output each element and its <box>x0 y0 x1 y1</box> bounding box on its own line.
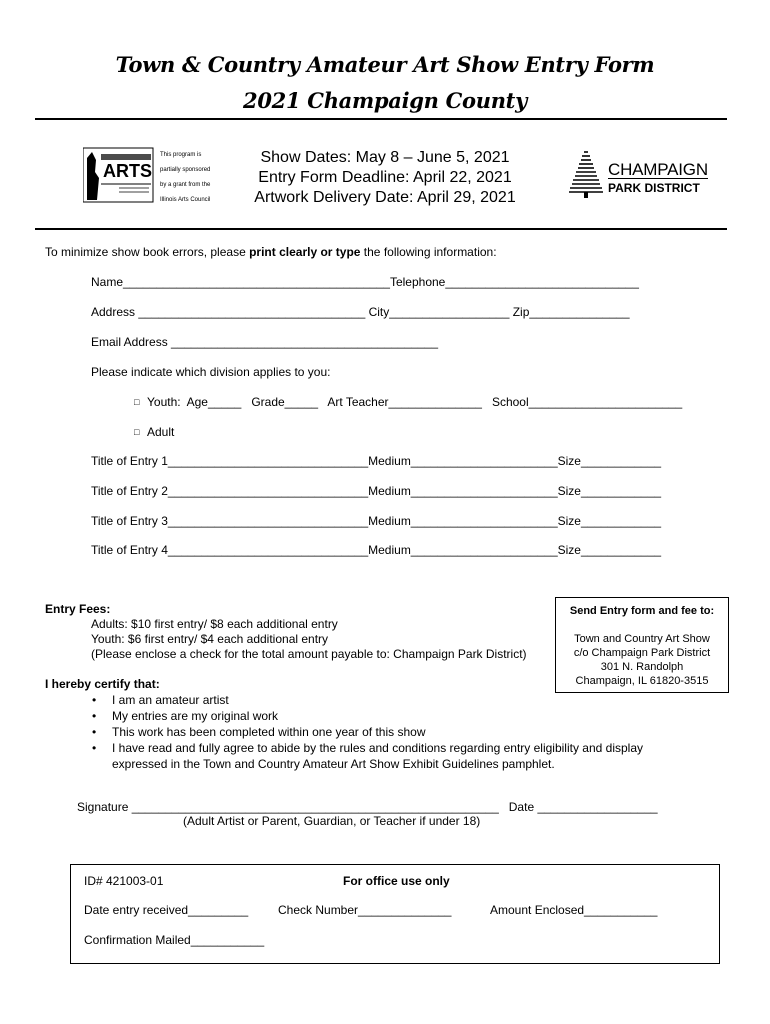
name-telephone-field[interactable]: Name________________________________________Telephone_____________________________ <box>91 275 639 289</box>
instructions <box>45 245 497 259</box>
logo-rule <box>608 178 708 179</box>
amount-enclosed-field[interactable]: Amount Enclosed___________ <box>490 903 658 917</box>
header-divider-bottom <box>35 228 727 230</box>
check-note: (Please enclose a check for the total amount payable to: Champaign Park District) <box>91 647 527 661</box>
address-city-zip-field[interactable]: Address __________________________________ City__________________ Zip_______________ <box>91 305 630 319</box>
adult-fees: Adults: $10 first entry/ $8 each additional entry <box>91 617 338 631</box>
youth-division-field[interactable]: Youth: Age_____ Grade_____ Art Teacher______________ School_______________________ <box>147 395 683 409</box>
signature-date-field[interactable]: Signature _______________________________________________________ Date __________________ <box>77 800 658 814</box>
entry-fees-details <box>91 617 527 662</box>
champaign-park-district-logo <box>568 150 718 198</box>
entry-fees-heading: Entry Fees: <box>45 602 111 616</box>
delivery-date: Artwork Delivery Date: April 29, 2021 <box>254 189 516 206</box>
certify-item: • My entries are my original work <box>84 708 684 724</box>
sponsor-line: by a grant from the <box>160 182 211 188</box>
office-use-box <box>70 864 720 964</box>
address-line: 301 N. Randolph <box>600 661 684 673</box>
youth-checkbox[interactable]: □ <box>134 397 140 407</box>
address-line: Town and Country Art Show <box>574 633 710 645</box>
entry-3-field[interactable]: Title of Entry 3______________________________Medium______________________Size____________ <box>91 514 662 528</box>
address-line: c/o Champaign Park District <box>573 647 711 659</box>
sponsor-line: Illinois Arts Council <box>160 197 211 203</box>
youth-fees: Youth: $6 first entry/ $4 each additional entry <box>91 632 329 646</box>
signature-note: (Adult Artist or Parent, Guardian, or Teacher if under 18) <box>183 814 481 828</box>
show-dates: Show Dates: May 8 – June 5, 2021 <box>260 149 510 166</box>
adult-division-label: Adult <box>147 425 175 439</box>
sponsor-line: This program is <box>160 152 202 158</box>
date-received-field[interactable]: Date entry received_________ <box>84 903 249 917</box>
certify-heading: I hereby certify that: <box>45 677 160 691</box>
entry-2-field[interactable]: Title of Entry 2______________________________Medium______________________Size____________ <box>91 484 662 498</box>
show-info <box>200 148 570 208</box>
send-to-address <box>556 632 728 688</box>
tree-icon <box>568 150 604 198</box>
sponsor-line: partially sponsored <box>160 167 211 173</box>
form-title: Town & Country Amateur Art Show Entry Form <box>115 52 655 77</box>
entry-1-field[interactable]: Title of Entry 1______________________________Medium______________________Size____________ <box>91 454 662 468</box>
instructions-suffix: the following information: <box>360 245 497 259</box>
check-number-field[interactable]: Check Number______________ <box>278 903 452 917</box>
address-line: Champaign, IL 61820-3515 <box>575 675 709 687</box>
certify-item: • I am an amateur artist <box>84 692 684 708</box>
form-subtitle: 2021 Champaign County <box>243 88 527 113</box>
certify-list <box>84 692 684 772</box>
header-divider-top <box>35 118 727 120</box>
confirmation-mailed-field[interactable]: Confirmation Mailed___________ <box>84 933 265 947</box>
entry-4-field[interactable]: Title of Entry 4______________________________Medium______________________Size____________ <box>91 543 662 557</box>
entry-deadline: Entry Form Deadline: April 22, 2021 <box>258 169 512 186</box>
send-to-box <box>555 597 729 693</box>
office-id: ID# 421003-01 <box>84 874 164 888</box>
office-use-heading: For office use only <box>343 874 450 888</box>
send-to-heading: Send Entry form and fee to: <box>569 605 715 617</box>
arts-logo-text: ARTS <box>103 161 152 181</box>
champaign-logo-text: CHAMPAIGN <box>608 160 708 179</box>
adult-checkbox[interactable]: □ <box>134 427 140 437</box>
division-prompt: Please indicate which division applies to you: <box>91 365 331 379</box>
instructions-prefix: To minimize show book errors, please <box>45 245 250 259</box>
email-field[interactable]: Email Address ________________________________________ <box>91 335 438 349</box>
instructions-emphasis: print clearly or type <box>249 245 361 259</box>
park-district-text: PARK DISTRICT <box>608 181 700 195</box>
certify-item: • I have read and fully agree to abide by the rules and conditions regarding entry eligibility and display expressed in the Town and Country Amateur Art Show Exhibit Guidelines pamphlet. <box>84 740 684 772</box>
certify-item: • This work has been completed within one year of this show <box>84 724 684 740</box>
